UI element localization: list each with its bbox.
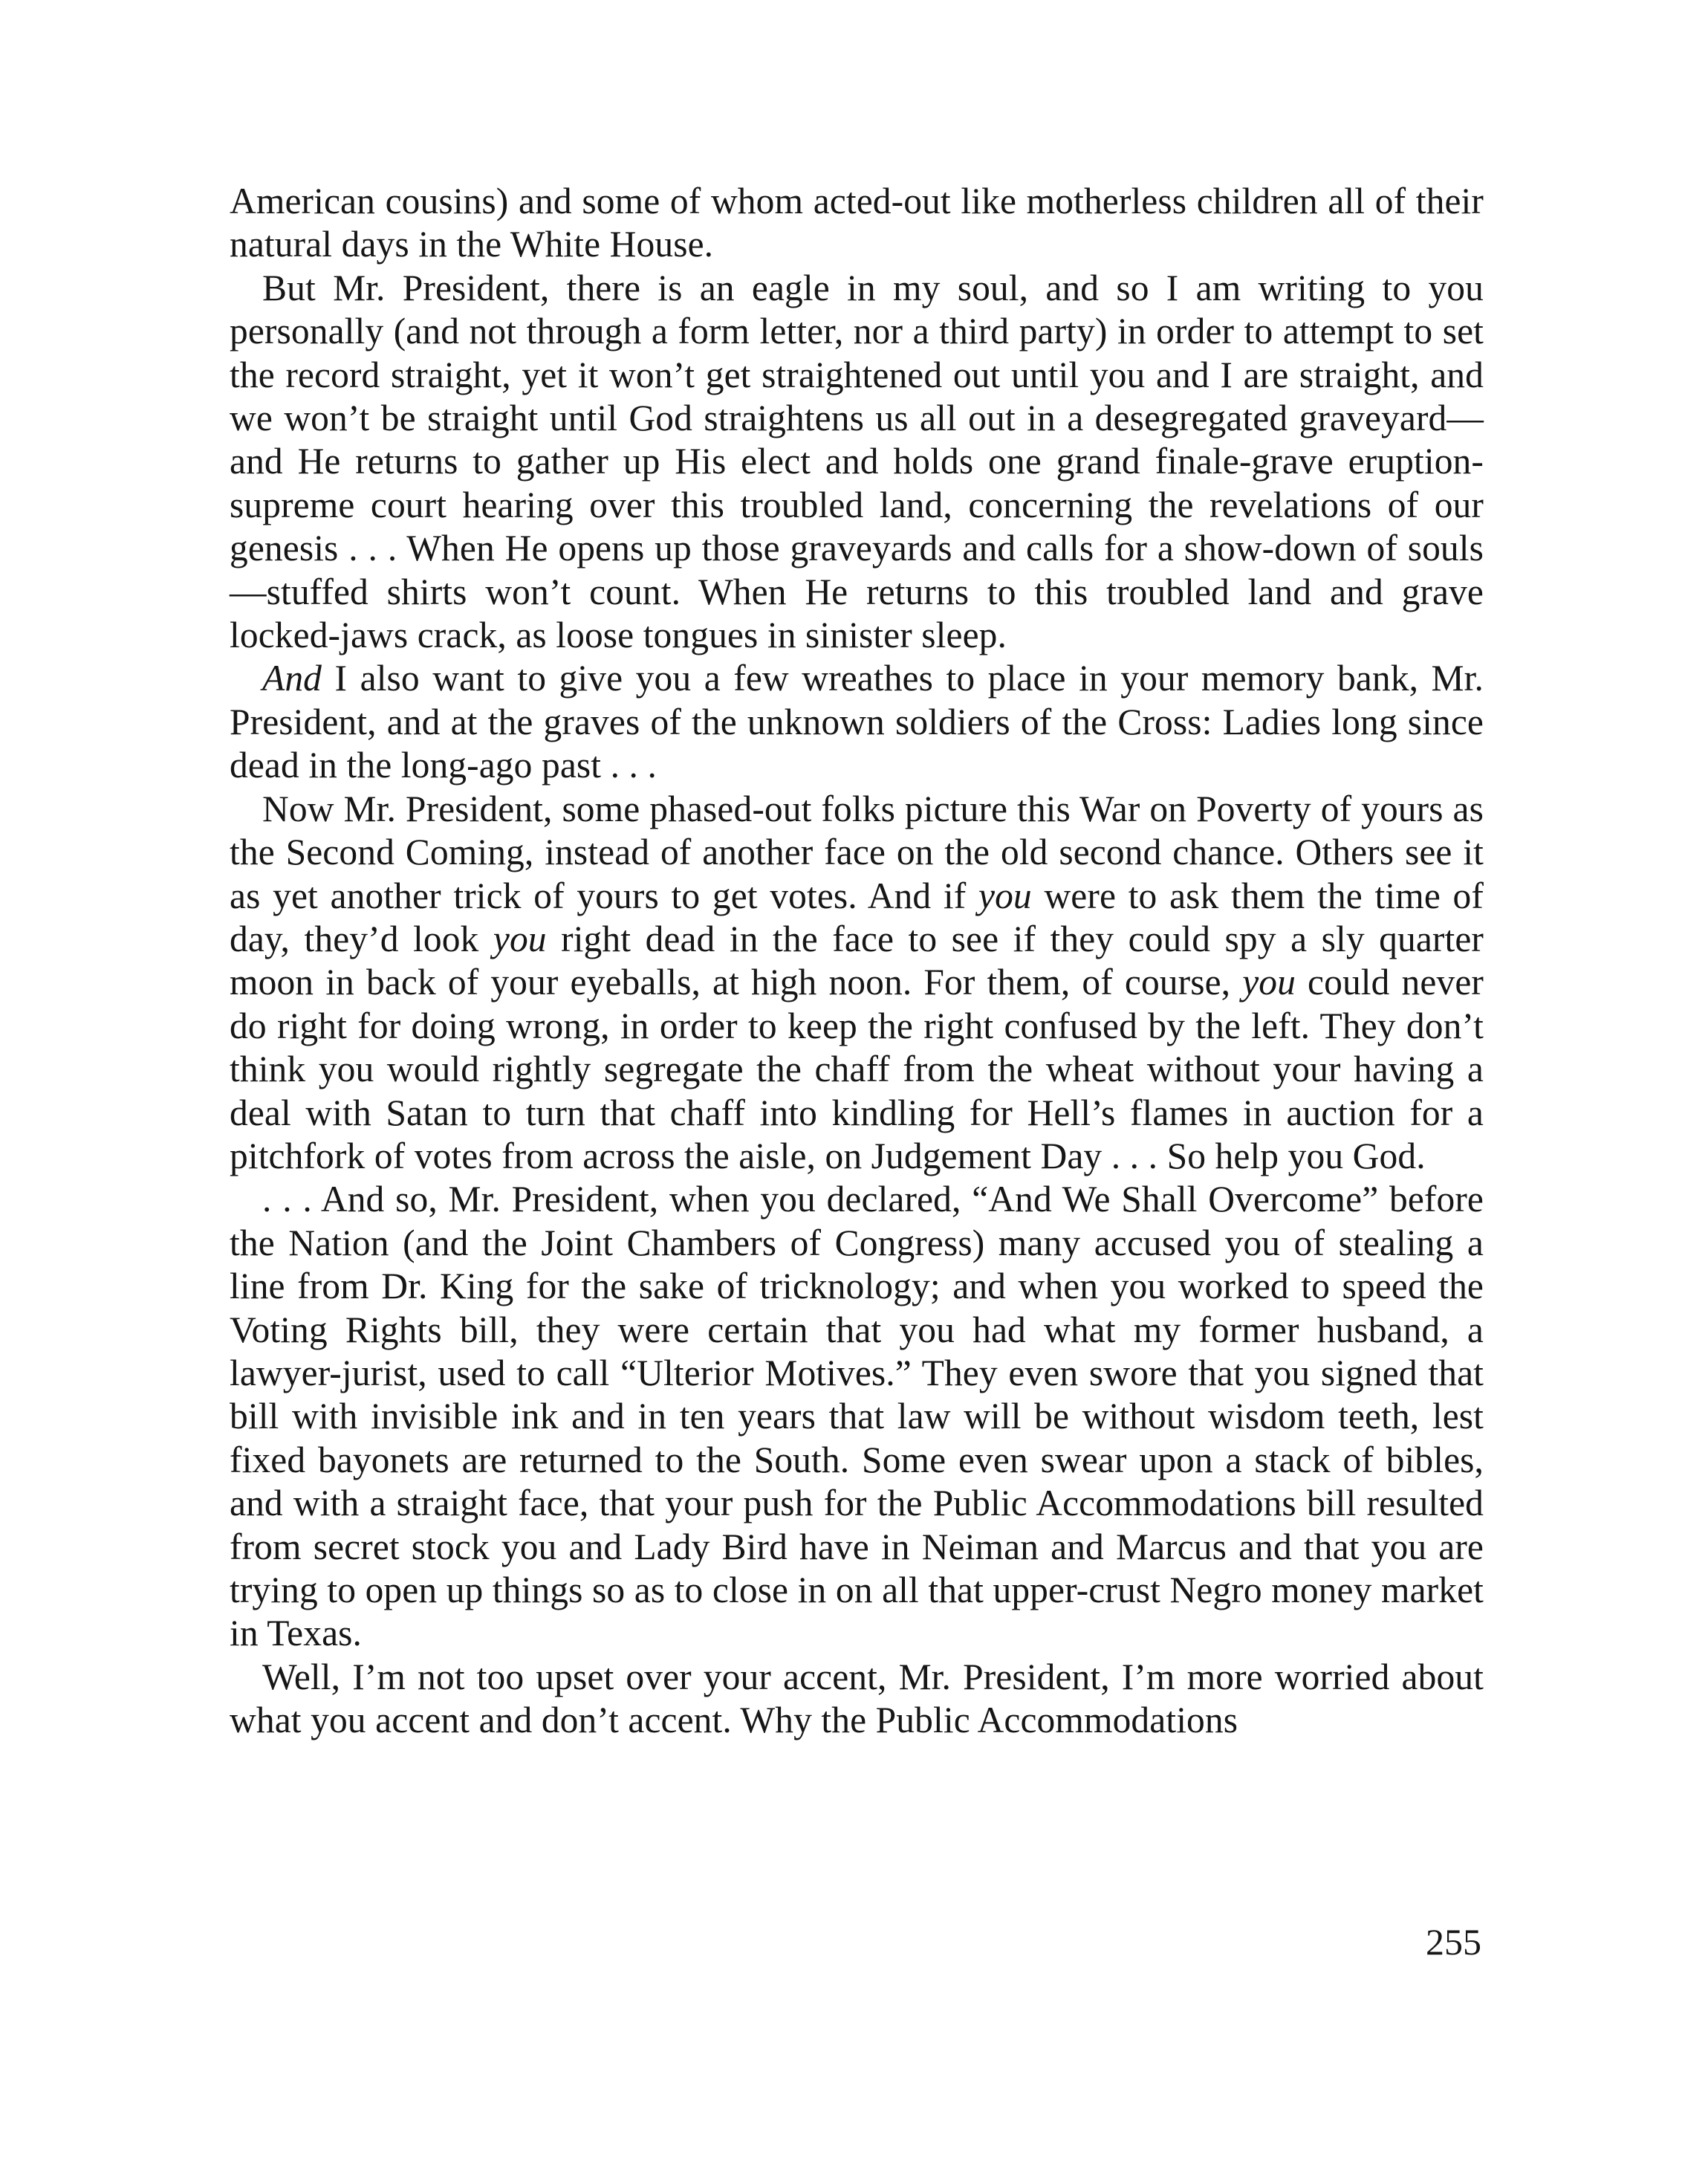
- text-run: Well, I’m not too upset over your accent, Mr. President, I’m more worried about what you accent and don’t accent. Why the Public Accommodations: [230, 1656, 1484, 1741]
- text-run: Now Mr. President, some phased-out folks picture this War on Poverty of yours as the Second Coming, instead of another face on the old second chance. Others see it as yet another trick of yours to get votes. And if: [230, 788, 1484, 916]
- text-run: I also want to give you a few wreathes to place in your memory bank, Mr. President, and at the graves of the unknown soldiers of the Cross: Ladies long since dead in the long-ago past . . .: [230, 658, 1484, 786]
- page-number: 255: [1426, 1921, 1481, 1963]
- italic-text: you: [493, 918, 547, 959]
- paragraph: [230, 788, 1484, 1179]
- body-text: [230, 180, 1484, 1743]
- text-run: American cousins) and some of whom acted-out like motherless children all of their natural days in the White House.: [230, 181, 1484, 265]
- paragraph: [230, 657, 1484, 787]
- text-run: . . . And so, Mr. President, when you declared, “And We Shall Overcome” before the Nation (and the Joint Chambers of Congress) many accused you of stealing a line from Dr. King for the sake of tricknology; and when you worked to speed the Voting Rights bill, they were certain that you had what my former husband, a lawyer-jurist, used to call “Ulterior Motives.” They even swore that you signed that bill with invisible ink and in ten years that law will be without wisdom teeth, lest fixed bayonets are returned to the South. Some even swear upon a stack of bibles, and with a straight face, that your push for the Public Accommodations bill resulted from secret stock you and Lady Bird have in Neiman and Marcus and that you are trying to open up things so as to close in on all that upper-crust Negro money market in Texas.: [230, 1179, 1484, 1654]
- paragraph: [230, 180, 1484, 267]
- paragraph: [230, 1178, 1484, 1655]
- text-run: could never do right for doing wrong, in order to keep the right confused by the left. They don’t think you would rightly segregate the chaff from the wheat without your having a deal with Satan to turn that chaff into kindling for Hell’s flames in auction for a pitchfork of votes from across the aisle, on Judgement Day . . . So help you God.: [230, 962, 1484, 1176]
- text-run: were to ask them the time of day, they’d look: [230, 875, 1484, 959]
- italic-text: And: [262, 658, 322, 699]
- italic-text: you: [1242, 962, 1296, 1003]
- paragraph: [230, 267, 1484, 658]
- text-run: right dead in the face to see if they could spy a sly quarter moon in back of your eyeballs, at high noon. For them, of course,: [230, 918, 1484, 1003]
- italic-text: you: [978, 875, 1032, 916]
- text-run: But Mr. President, there is an eagle in my soul, and so I am writing to you personally (and not through a form letter, nor a third party) in order to attempt to set the record straight, yet it won’t get straightened out until you and I are straight, and we won’t be straight until God straightens us all out in a desegregated graveyard—and He returns to gather up His elect and holds one grand finale-grave eruption-supreme court hearing over this troubled land, concerning the revelations of our genesis . . . When He opens up those graveyards and calls for a show-down of souls—stuffed shirts won’t count. When He returns to this troubled land and grave locked-jaws crack, as loose tongues in sinister sleep.: [230, 267, 1484, 656]
- paragraph: [230, 1656, 1484, 1743]
